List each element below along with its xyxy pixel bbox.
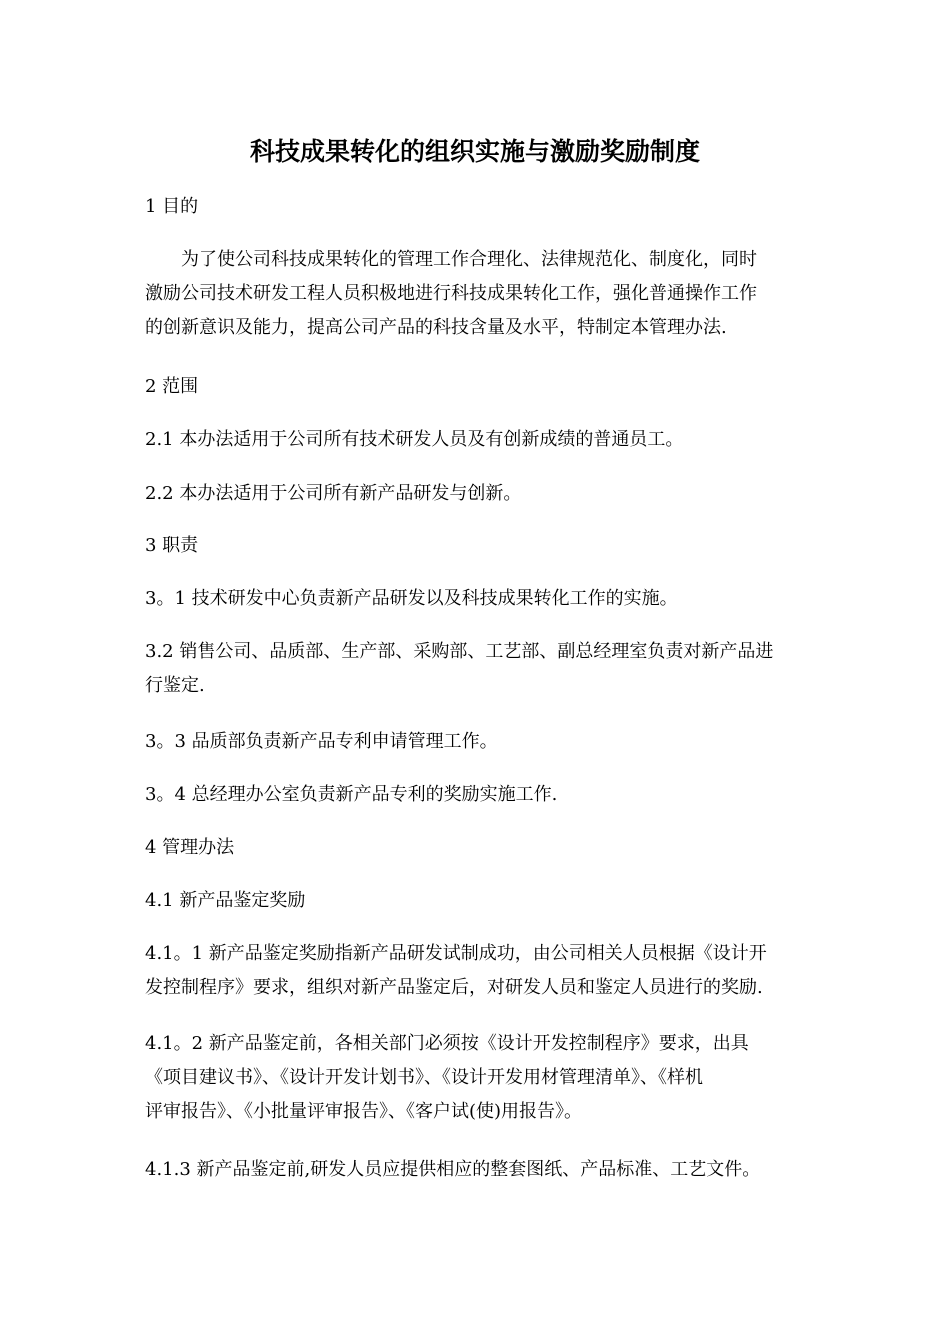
heading-management: [145, 831, 813, 865]
paragraph-purpose: [145, 243, 813, 345]
clause-4-1-1: [145, 937, 813, 1005]
text-line: 3。3 品质部负责新产品专利申请管理工作。: [145, 731, 498, 752]
text-line: 3。1 技术研发中心负责新产品研发以及科技成果转化工作的实施。: [145, 588, 678, 609]
clause-2-1: [145, 423, 813, 457]
clause-3-3: [145, 725, 813, 759]
text-line: 的创新意识及能力，提高公司产品的科技含量及水平，特制定本管理办法.: [145, 317, 727, 338]
text-line: 2 范围: [145, 376, 199, 397]
document-title: 科技成果转化的组织实施与激励奖励制度: [249, 137, 700, 166]
heading-4-1: [145, 884, 813, 918]
heading-purpose: [145, 190, 813, 224]
heading-scope: [145, 370, 813, 404]
text-line: 评审报告》、《小批量评审报告》、《客户试(使)用报告》。: [145, 1101, 583, 1122]
text-line: 发控制程序》要求，组织对新产品鉴定后，对研发人员和鉴定人员进行的奖励.: [145, 977, 763, 998]
text-line: 2.2 本办法适用于公司所有新产品研发与创新。: [145, 483, 522, 504]
text-line: 4.1 新产品鉴定奖励: [145, 890, 306, 911]
clause-4-1-3: [145, 1153, 813, 1187]
text-line: 4.1。1 新产品鉴定奖励指新产品研发试制成功，由公司相关人员根据《设计开: [145, 943, 767, 964]
text-line: 3.2 销售公司、品质部、生产部、采购部、工艺部、副总经理室负责对新产品进: [145, 641, 774, 662]
text-line: 3。4 总经理办公室负责新产品专利的奖励实施工作.: [145, 784, 558, 805]
text-line: 《项目建议书》、《设计开发计划书》、《设计开发用材管理清单》、《样机: [145, 1067, 703, 1088]
clause-3-1: [145, 582, 813, 616]
clause-2-2: [145, 477, 813, 511]
clause-3-4: [145, 778, 813, 812]
heading-responsibilities: [145, 529, 813, 563]
text-line: 4 管理办法: [145, 837, 235, 858]
text-line: 1 目的: [145, 196, 199, 217]
clause-3-2: [145, 635, 813, 703]
text-line: 激励公司技术研发工程人员积极地进行科技成果转化工作，强化普通操作工作: [145, 283, 757, 304]
text-line: 行鉴定.: [145, 675, 205, 696]
text-line: 2.1 本办法适用于公司所有技术研发人员及有创新成绩的普通员工。: [145, 429, 684, 450]
clause-4-1-2: [145, 1027, 813, 1129]
text-line: 4.1。2 新产品鉴定前，各相关部门必须按《设计开发控制程序》要求，出具: [145, 1033, 749, 1054]
text-line: 3 职责: [145, 535, 199, 556]
text-line: 为了使公司科技成果转化的管理工作合理化、法律规范化、制度化，同时: [181, 249, 757, 270]
text-line: 4.1.3 新产品鉴定前,研发人员应提供相应的整套图纸、产品标准、工艺文件。: [145, 1159, 761, 1180]
